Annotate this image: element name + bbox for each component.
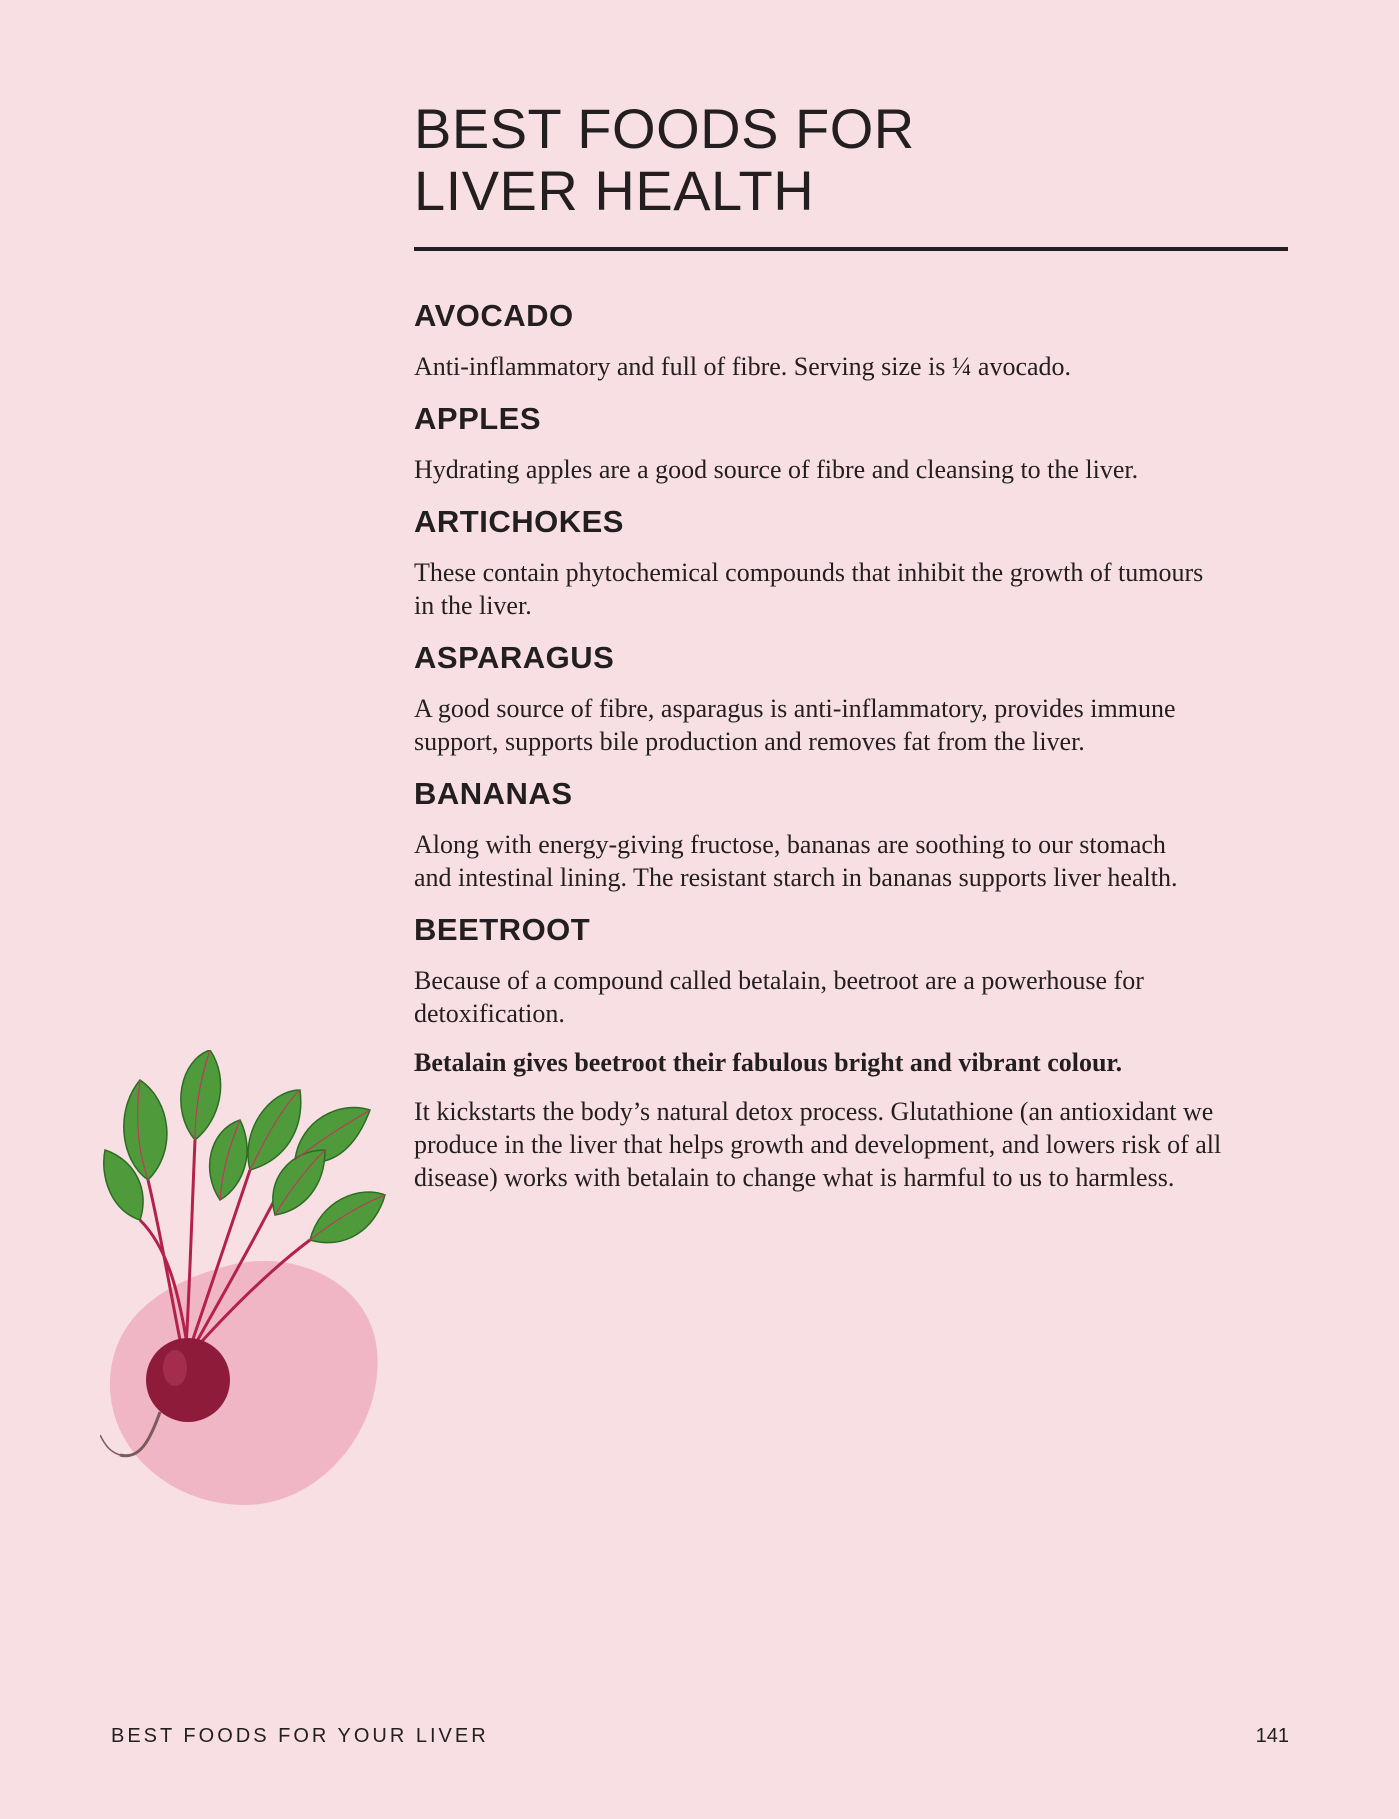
food-description: Anti-inflammatory and full of fibre. Serving size is ¼ avocado. — [414, 352, 1072, 381]
beet-bulb — [146, 1338, 230, 1422]
food-heading: AVOCADO — [414, 298, 574, 333]
food-section-bananas — [414, 774, 1294, 894]
food-section-avocado — [414, 296, 1294, 383]
food-list — [414, 296, 1294, 1210]
food-description: Because of a compound called betalain, beetroot are a powerhouse for detoxification. — [414, 966, 1144, 1028]
beetroot-illustration — [100, 1050, 390, 1520]
food-heading: ARTICHOKES — [414, 504, 624, 539]
food-description: These contain phytochemical compounds that inhibit the growth of tumours in the liver. — [414, 558, 1204, 620]
food-heading: ASPARAGUS — [414, 640, 615, 675]
food-description: It kickstarts the body’s natural detox process. Glutathione (an antioxidant we produce in the liver that helps growth and development, and lowers risk of all disease) works with betalain to change what is harmful to us to harmless. — [414, 1097, 1222, 1192]
food-section-asparagus — [414, 638, 1294, 758]
page-title-line2: LIVER HEALTH — [414, 159, 815, 222]
page-title — [414, 98, 1314, 222]
food-description: A good source of fibre, asparagus is anti-inflammatory, provides immune support, supports bile production and removes fat from the liver. — [414, 694, 1176, 756]
title-divider — [414, 247, 1288, 251]
food-heading: BEETROOT — [414, 912, 591, 947]
footer-section-title: BEST FOODS FOR YOUR LIVER — [111, 1725, 489, 1747]
page-number: 141 — [1255, 1725, 1289, 1747]
food-description: Along with energy-giving fructose, bananas are soothing to our stomach and intestinal lining. The resistant starch in bananas supports liver health. — [414, 830, 1178, 892]
food-section-beetroot — [414, 910, 1294, 1194]
food-heading: APPLES — [414, 401, 542, 436]
food-highlight: Betalain gives beetroot their fabulous bright and vibrant colour. — [414, 1048, 1123, 1077]
food-description: Hydrating apples are a good source of fibre and cleansing to the liver. — [414, 455, 1139, 484]
food-section-artichokes — [414, 502, 1294, 622]
food-heading: BANANAS — [414, 776, 573, 811]
food-section-apples — [414, 399, 1294, 486]
beetroot-icon — [100, 1050, 390, 1520]
page-title-line1: BEST FOODS FOR — [414, 97, 915, 160]
